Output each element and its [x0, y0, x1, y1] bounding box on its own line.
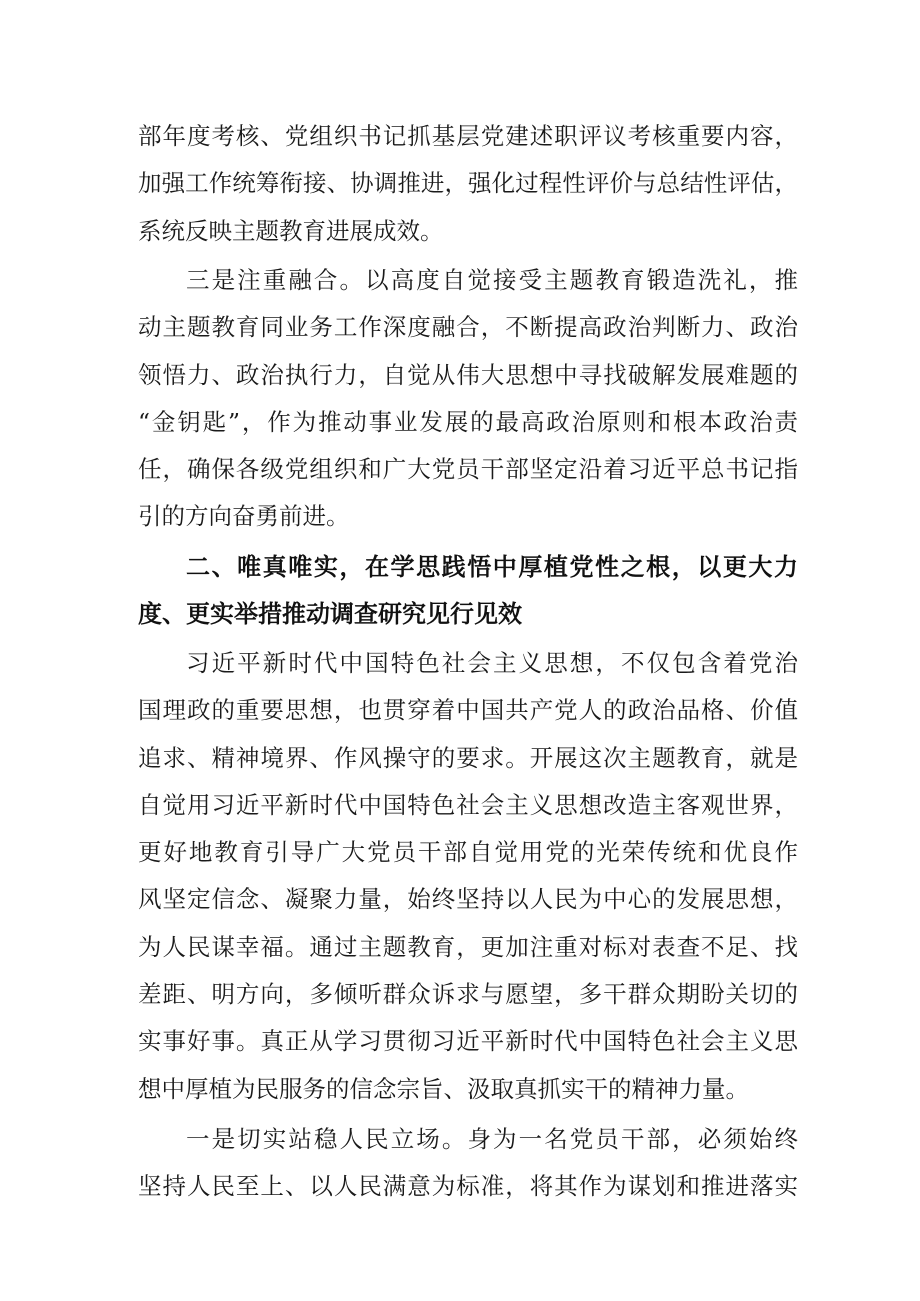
- paragraph-line: 三是注重融合。以高度自觉接受主题教育锻造洗礼，推: [186, 266, 798, 294]
- paragraph-4: [138, 1116, 798, 1211]
- heading-line: 度、更实举措推动调查研究见行见效: [138, 600, 522, 629]
- paragraph-line: 自觉用习近平新时代中国特色社会主义思想改造主客观世界，: [138, 790, 798, 819]
- paragraph-line: 部年度考核、党组织书记抓基层党建述职评议考核重要内容，: [138, 122, 798, 150]
- paragraph-line: 为人民谋幸福。通过主题教育，更加注重对标对表查不足、找: [138, 932, 798, 961]
- paragraph-line: 风坚定信念、凝聚力量，始终坚持以人民为中心的发展思想，: [138, 885, 798, 914]
- paragraph-2: [138, 257, 798, 541]
- paragraph-line: 领悟力、政治执行力，自觉从伟大思想中寻找破解发展难题的: [138, 360, 798, 389]
- paragraph-line: 实事好事。真正从学习贯彻习近平新时代中国特色社会主义思: [138, 1027, 798, 1056]
- paragraph-line: 引的方向奋勇前进。: [138, 502, 350, 531]
- paragraph-line: 追求、精神境界、作风操守的要求。开展这次主题教育，就是: [138, 743, 798, 772]
- paragraph-3: [138, 640, 798, 1113]
- paragraph-line: 加强工作统筹衔接、协调推进，强化过程性评价与总结性评估，: [138, 169, 798, 198]
- paragraph-line: 任，确保各级党组织和广大党员干部坚定沿着习近平总书记指: [138, 455, 798, 484]
- paragraph-line: 动主题教育同业务工作深度融合，不断提高政治判断力、政治: [138, 313, 798, 342]
- section-heading: [138, 544, 798, 639]
- paragraph-1: [138, 113, 798, 255]
- heading-line: 二、唯真唯实，在学思践悟中厚植党性之根，以更大力: [186, 553, 798, 581]
- paragraph-line: “金钥匙”，作为推动事业发展的最高政治原则和根本政治责: [138, 407, 798, 436]
- paragraph-line: 坚持人民至上、以人民满意为标准，将其作为谋划和推进落实: [138, 1172, 798, 1201]
- paragraph-line: 一是切实站稳人民立场。身为一名党员干部，必须始终: [186, 1125, 798, 1153]
- paragraph-line: 国理政的重要思想，也贯穿着中国共产党人的政治品格、价值: [138, 696, 798, 725]
- paragraph-line: 系统反映主题教育进展成效。: [138, 216, 444, 245]
- paragraph-line: 更好地教育引导广大党员干部自觉用党的光荣传统和优良作: [138, 838, 798, 867]
- paragraph-line: 想中厚植为民服务的信念宗旨、汲取真抓实干的精神力量。: [138, 1074, 749, 1103]
- paragraph-line: 习近平新时代中国特色社会主义思想，不仅包含着党治: [186, 649, 798, 677]
- paragraph-line: 差距、明方向，多倾听群众诉求与愿望，多干群众期盼关切的: [138, 980, 798, 1009]
